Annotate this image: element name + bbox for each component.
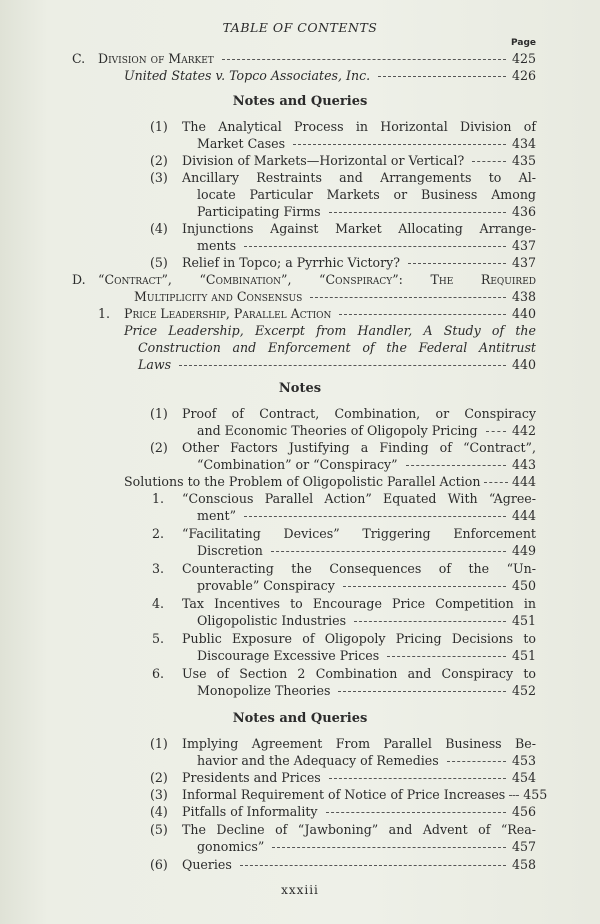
subsection-label-1: 1. [98, 306, 111, 321]
toc-entry-line: locate Particular Markets or Business Among [197, 187, 536, 202]
toc-entry-proof-of-contract[interactable]: and Economic Theories of Oligopoly Pricing 442 [197, 423, 536, 438]
toc-entry-section-2[interactable]: Monopolize Theories 452 [197, 683, 536, 698]
toc-entry-public-exposure[interactable]: Discourage Excessive Prices 451 [197, 648, 536, 663]
item-number: 5. [152, 631, 165, 646]
heading-notes-and-queries-2: Notes and Queries [232, 711, 368, 726]
toc-entry-conscious-parallel-action[interactable]: ment” 444 [197, 508, 536, 523]
toc-entry-line: The Decline of “Jawboning” and Advent of “Rea- [182, 822, 536, 837]
toc-entry-informal-requirement[interactable]: Informal Requirement of Notice of Price Increases 455 [182, 787, 548, 802]
item-number: (4) [150, 804, 168, 819]
page-column-label: Page [511, 38, 536, 48]
item-number: (1) [150, 736, 168, 751]
item-number: 2. [152, 526, 165, 541]
toc-entry-analytical-process[interactable]: Market Cases 434 [197, 136, 536, 151]
item-number: (5) [150, 822, 168, 837]
toc-entry-line: Counteracting the Consequences of the “Un- [182, 561, 536, 576]
item-number: 4. [152, 596, 165, 611]
toc-entry-line: Price Leadership, Excerpt from Handler, A Study of the [124, 323, 536, 338]
toc-entry-multiplicity-consensus[interactable]: Multiplicity and Consensus 438 [134, 289, 536, 304]
toc-entry-handler-excerpt[interactable]: Laws 440 [138, 357, 536, 372]
toc-entry-line: Injunctions Against Market Allocating Arrange- [182, 221, 536, 236]
toc-entry-line: “Conscious Parallel Action” Equated With “Agree- [182, 491, 536, 506]
item-number: (5) [150, 255, 168, 270]
toc-entry-implying-agreement[interactable]: havior and the Adequacy of Remedies 453 [197, 753, 536, 768]
item-number: (3) [150, 170, 168, 185]
toc-entry-decline-of-jawboning[interactable]: gonomics” 457 [197, 839, 536, 854]
heading-notes: Notes [278, 381, 322, 396]
item-number: 1. [152, 491, 165, 506]
item-number: (1) [150, 406, 168, 421]
toc-entry-tax-incentives[interactable]: Oligopolistic Industries 451 [197, 613, 536, 628]
toc-entry-queries[interactable]: Queries 458 [182, 857, 536, 872]
toc-entry-line: Implying Agreement From Parallel Business Be- [182, 736, 536, 751]
toc-entry-line: Public Exposure of Oligopoly Pricing Decisions to [182, 631, 536, 646]
toc-entry-line: Ancillary Restraints and Arrangements to Al- [182, 170, 536, 185]
toc-entry-counteracting-consequences[interactable]: provable” Conspiracy 450 [197, 578, 536, 593]
toc-entry-line: The Analytical Process in Horizontal Division of [182, 119, 536, 134]
page-number: xxxiii [281, 883, 319, 897]
heading-notes-and-queries-1: Notes and Queries [232, 94, 368, 109]
toc-entry-injunctions[interactable]: ments 437 [197, 238, 536, 253]
item-number: 6. [152, 666, 165, 681]
toc-entry-division-horizontal-vertical[interactable]: Division of Markets—Horizontal or Vertical? 435 [182, 153, 536, 168]
toc-entry-facilitating-devices[interactable]: Discretion 449 [197, 543, 536, 558]
toc-entry-topco-case[interactable]: United States v. Topco Associates, Inc. 426 [124, 68, 536, 83]
item-number: 3. [152, 561, 165, 576]
item-number: (1) [150, 119, 168, 134]
toc-entry-line: “Facilitating Devices” Triggering Enforcement [182, 526, 536, 541]
item-number: (2) [150, 770, 168, 785]
toc-entry-other-factors[interactable]: “Combination” or “Conspiracy” 443 [197, 457, 536, 472]
toc-entry-line: Tax Incentives to Encourage Price Competition in [182, 596, 536, 611]
toc-entry-line: Other Factors Justifying a Finding of “Contract”, [182, 440, 536, 455]
toc-entry-solutions[interactable]: Solutions to the Problem of Oligopolistic Parallel Action 444 [124, 474, 536, 489]
item-number: (6) [150, 857, 168, 872]
item-number: (3) [150, 787, 168, 802]
item-number: (2) [150, 440, 168, 455]
toc-entry-pitfalls-of-informality[interactable]: Pitfalls of Informality 456 [182, 804, 536, 819]
toc-entry-line: “Contract”, “Combination”, “Conspiracy”: The Required [98, 272, 536, 287]
section-label-d: D. [72, 272, 86, 287]
toc-entry-presidents-and-prices[interactable]: Presidents and Prices 454 [182, 770, 536, 785]
running-header: TABLE OF CONTENTS [222, 20, 378, 35]
toc-entry-price-leadership[interactable]: Price Leadership, Parallel Action 440 [124, 306, 536, 321]
toc-entry-ancillary-restraints[interactable]: Participating Firms 436 [197, 204, 536, 219]
section-label-c: C. [72, 51, 86, 66]
toc-entry-line: Proof of Contract, Combination, or Conspiracy [182, 406, 536, 421]
toc-entry-division-of-market[interactable]: Division of Market 425 [98, 51, 536, 66]
toc-entry-line: Use of Section 2 Combination and Conspiracy to [182, 666, 536, 681]
item-number: (4) [150, 221, 168, 236]
toc-entry-line: Construction and Enforcement of the Federal Antitrust [138, 340, 536, 355]
item-number: (2) [150, 153, 168, 168]
toc-entry-relief-in-topco[interactable]: Relief in Topco; a Pyrrhic Victory? 437 [182, 255, 536, 270]
